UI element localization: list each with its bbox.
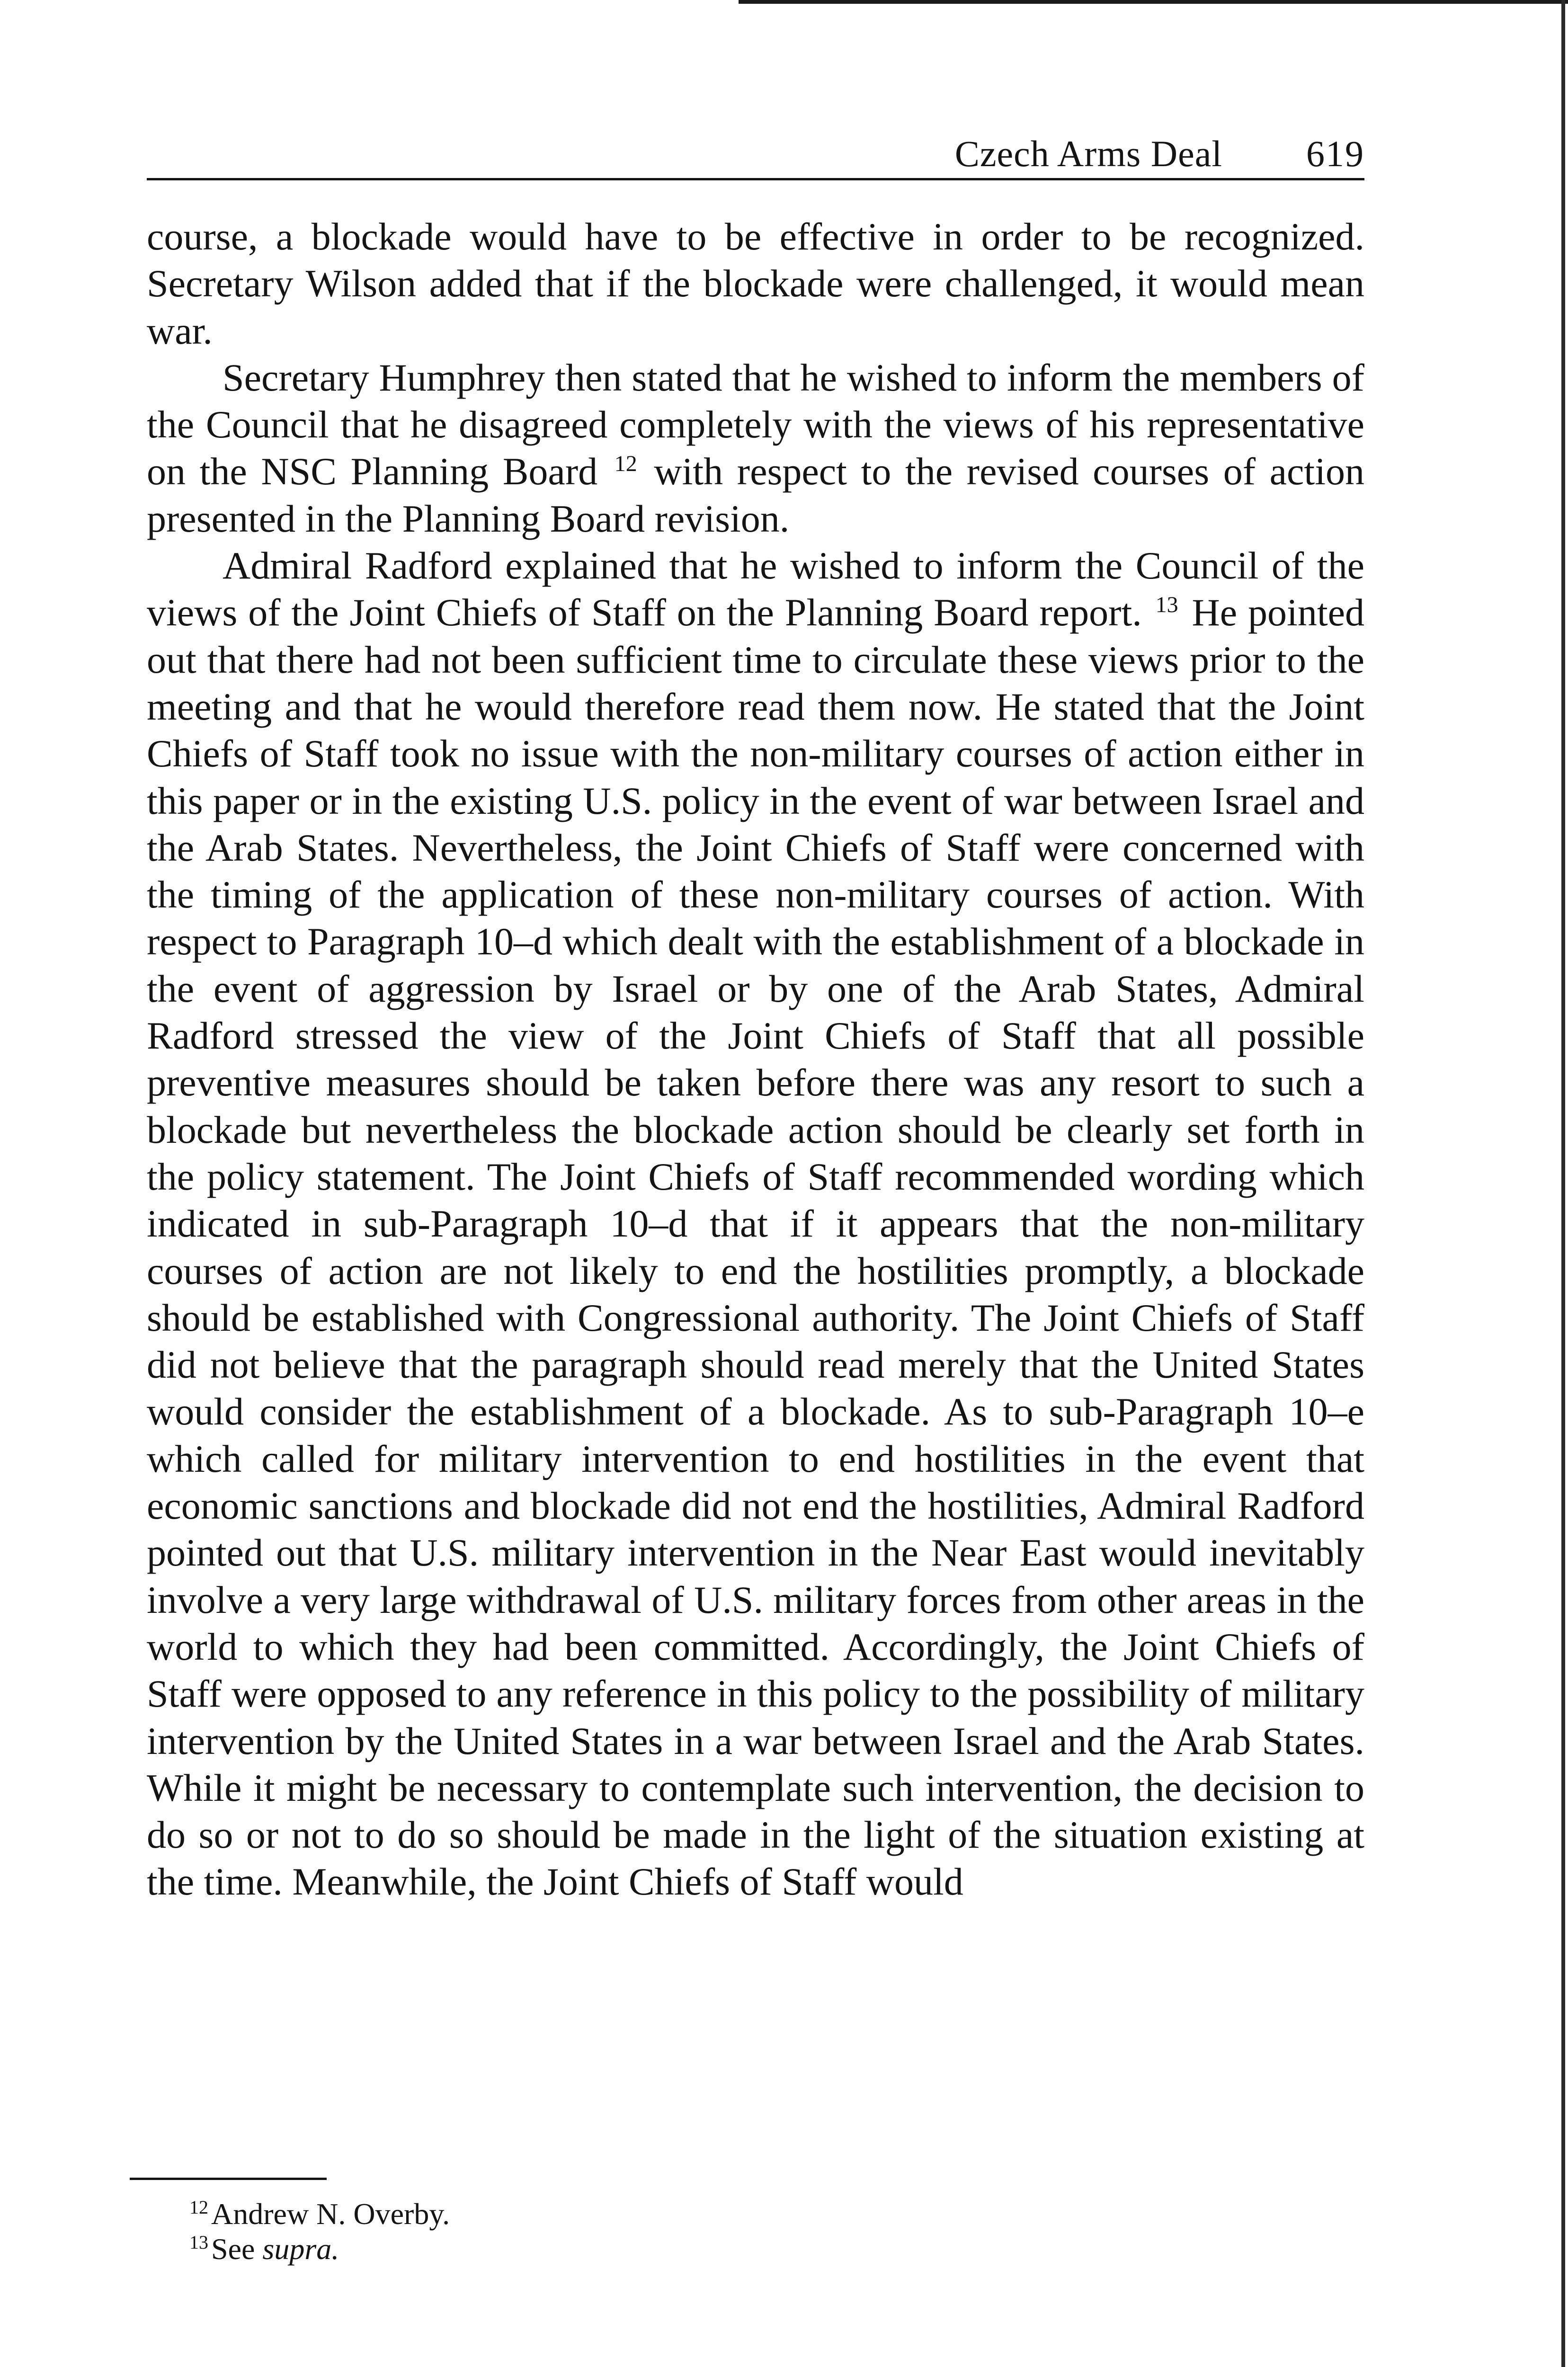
footnote-number: 13 (189, 2231, 208, 2253)
paragraph-1 (147, 213, 1364, 354)
footnote-12 (189, 2197, 1042, 2232)
footnote-ref-12: 12 (614, 451, 637, 477)
page-edge-right (1561, 0, 1565, 2367)
footnote-italic-text: supra. (262, 2232, 339, 2266)
footnote-rule (130, 2178, 327, 2180)
running-header (147, 135, 1364, 180)
body-text (147, 213, 1364, 1905)
footnote-ref-13: 13 (1155, 592, 1178, 618)
paragraph-2-text-a: Secretary Humphrey then stated that he wished to inform the members of the Council that he disagreed completely with the views of his representative on the NSC Planning Board (147, 356, 1364, 493)
footnotes (189, 2197, 1042, 2267)
footnote-text: See (211, 2232, 255, 2266)
paragraph-1-text: course, a blockade would have to be effective in order to be recognized. Secretary Wilson added that if the blockade were challenged, it would mean war. (147, 215, 1364, 352)
footnote-number: 12 (189, 2196, 208, 2218)
paragraph-2-text-b: with respect to the revised courses of action presented in the Planning Board revision. (147, 450, 1365, 540)
paragraph-3-text-b: He pointed out that there had not been sufficient time to circulate these views prior to the meeting and that he would therefore read them now. He stated that the Joint Chiefs of Staff took no issue with the non-military courses of action either in this paper or in the existing U.S. policy in the event of war between Israel and the Arab States. Nevertheless, the Joint Chiefs of Staff were concerned with the timing of the application of these non-military courses of action. With respect to Paragraph 10–d which dealt with the establishment of a blockade in the event of aggression by Israel or by one of the Arab States, Admiral Radford stressed the view of the Joint Chiefs of Staff that all possible preventive measures should be taken before there was any resort to such a blockade but nevertheless the blockade action should be clearly set forth in the policy statement. The Joint Chiefs of Staff recommended wording which indicated in sub-Paragraph 10–d that if it appears that the non-military courses of action are not likely to end the hostilities promptly, a blockade should be established with Congressional authority. The Joint Chiefs of Staff did not believe that the paragraph should read merely that the United States would consider the establishment of a blockade. As to sub-Paragraph 10–e which called for military intervention to end hostilities in the event that economic sanctions and blockade did not end the hostilities, Admiral Radford pointed out that U.S. military intervention in the Near East would inevitably involve a very large withdrawal of U.S. military forces from other areas in the world to which they had been committed. Accordingly, the Joint Chiefs of Staff were opposed to any reference in this policy to the possibility of military intervention by the United States in a war between Israel and the Arab States. While it might be necessary to contemplate such intervention, the decision to do so or not to do so should be made in the light of the situation existing at the time. Meanwhile, the Joint Chiefs of Staff would (147, 591, 1365, 1904)
running-title: Czech Arms Deal (954, 133, 1222, 174)
page-edge-top (739, 0, 1568, 4)
page-number: 619 (1306, 133, 1364, 174)
paragraph-3 (147, 542, 1364, 1905)
footnote-text: Andrew N. Overby. (211, 2197, 450, 2231)
footnote-13 (189, 2232, 1042, 2267)
paragraph-2 (147, 354, 1364, 542)
paragraph-3-text-a: Admiral Radford explained that he wished to inform the Council of the views of the Joint Chiefs of Staff on the Planning Board report. (147, 544, 1364, 634)
